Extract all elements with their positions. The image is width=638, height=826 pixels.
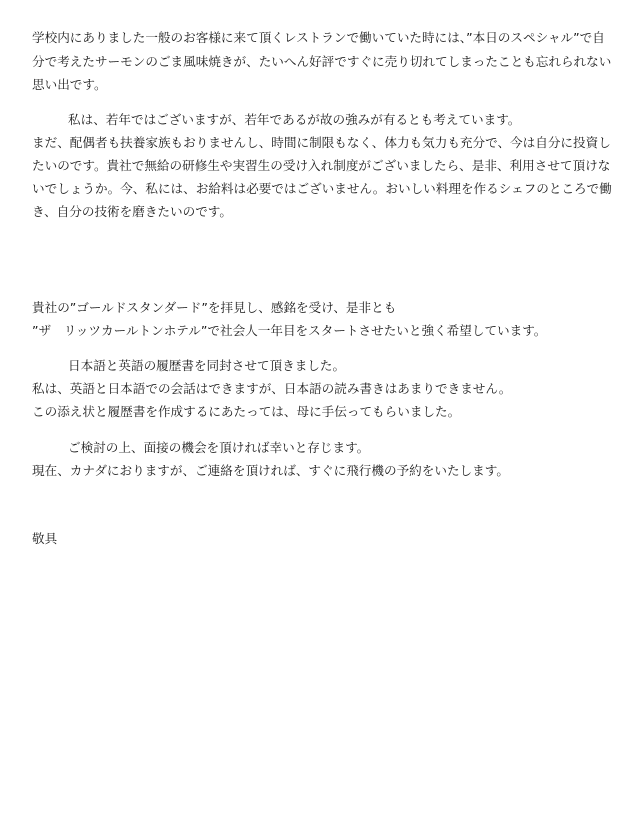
paragraph-4-line-1: 日本語と英語の履歴書を同封させて頂きました。: [68, 358, 346, 373]
paragraph-3-line-2: ”ザ リッツカールトンホテル”で社会人一年目をスタートさせたいと強く希望しています。: [32, 323, 547, 338]
paragraph-5-line-1: ご検討の上、面接の機会を頂ければ幸いと存じます。: [68, 440, 370, 455]
paragraph-2-line-1: 私は、若年ではございますが、若年であるが故の強みが有るとも考えています。: [68, 112, 521, 127]
paragraph-1-line-1: 学校内にありました一般のお客様に来て頂くレストランで働いていた時には、”本日のスペシャル”で自: [32, 30, 605, 45]
paragraph-2-line-3: たいのです。貴社で無給の研修生や実習生の受け入れ制度がございましたら、是非、利用させて頂けな: [32, 158, 611, 173]
paragraph-2-line-5: き、自分の技術を磨きたいのです。: [32, 204, 232, 219]
paragraph-3-line-1: 貴社の”ゴールドスタンダード”を拝見し、感銘を受け、是非とも: [32, 300, 397, 315]
paragraph-1-line-2: 分で考えたサーモンのごま風味焼きが、たいへん好評ですぐに売り切れてしまったことも忘れられない: [32, 54, 612, 69]
paragraph-2-line-4: いでしょうか。今、私には、お給料は必要ではございません。おいしい料理を作るシェフのところで働: [32, 181, 612, 196]
paragraph-1-line-3: 思い出です。: [32, 77, 107, 92]
paragraph-4-line-2: 私は、英語と日本語での会話はできますが、日本語の読み書きはあまりできません。: [32, 381, 512, 396]
paragraph-2-line-2: まだ、配偶者も扶養家族もおりませんし、時間に制限もなく、体力も気力も充分で、今は自分に投資し: [32, 135, 611, 150]
closing-salutation: 敬具: [32, 531, 58, 546]
paragraph-5-line-2: 現在、カナダにおりますが、ご連絡を頂ければ、すぐに飛行機の予約をいたします。: [32, 463, 509, 478]
paragraph-4-line-3: この添え状と履歴書を作成するにあたっては、母に手伝ってもらいました。: [32, 404, 461, 419]
